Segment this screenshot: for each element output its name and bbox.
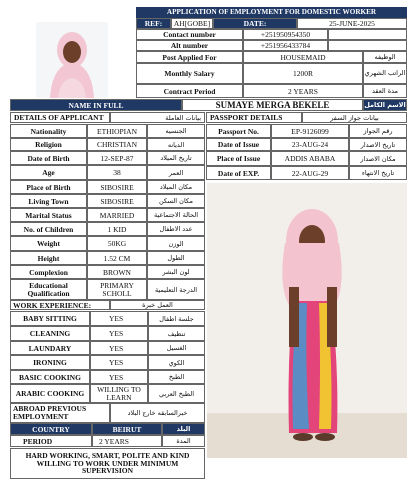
experience-ar: الغسيل	[148, 341, 205, 355]
applicant-ar: الدرجة التعليمية	[147, 279, 205, 300]
applicant-ar: تاريخ الميلاد	[147, 151, 205, 165]
full-name: SUMAYE MERGA BEKELE	[182, 99, 363, 111]
alt-label: Alt number	[136, 40, 243, 51]
applicant-label: Marital Status	[10, 208, 87, 222]
period-value: 2 YEARS	[243, 84, 363, 98]
applicant-label: Nationality	[10, 124, 87, 138]
experience-value: YES	[90, 341, 148, 355]
passport-ar: رقم الجواز	[349, 124, 407, 138]
full-body-photo	[207, 183, 407, 458]
applicant-ar: عدد الاطفال	[147, 222, 205, 236]
applicant-label: Educational Qualification	[10, 279, 87, 300]
ref-value: AH[GOBE]	[171, 18, 213, 29]
applicant-ar: الحالة الاجتماعية	[147, 208, 205, 222]
experience-value: YES	[90, 370, 148, 384]
experience-value: YES	[90, 311, 148, 326]
applicant-label: Date of Birth	[10, 151, 87, 165]
passport-label: Date of EXP.	[206, 166, 271, 180]
portrait-image	[36, 22, 108, 98]
passport-label: Place of Issue	[206, 151, 271, 166]
applicant-section-label: DETAILS OF APPLICANT	[10, 112, 110, 123]
portrait-photo	[36, 22, 108, 98]
applicant-value: 50KG	[87, 236, 147, 251]
abroad-ar: خبرالسابقه خارج البلاد	[110, 403, 205, 423]
full-body-image	[207, 183, 407, 458]
applicant-ar: العمر	[147, 165, 205, 180]
abroad-period-label: PERIOD	[10, 435, 92, 447]
applicant-value: SIBOSIRE	[87, 194, 147, 208]
applicant-value: 38	[87, 165, 147, 180]
experience-label: ARABIC COOKING	[10, 384, 90, 403]
salary-value: 1200R	[243, 63, 363, 84]
applicant-label: Complexion	[10, 265, 87, 279]
passport-value: 22-AUG-29	[271, 166, 349, 180]
applicant-ar: الوزن	[147, 236, 205, 251]
applicant-value: 12-SEP-87	[87, 151, 147, 165]
salary-ar: الراتب الشهري	[363, 63, 407, 84]
experience-label: CLEANING	[10, 326, 90, 341]
alt-value: +251956433784	[243, 40, 328, 51]
post-ar: الوظيفه	[363, 51, 407, 63]
passport-value: 23-AUG-24	[271, 138, 349, 151]
salary-label: Monthly Salary	[136, 63, 243, 84]
passport-value: ADDIS ABABA	[271, 151, 349, 166]
applicant-section-ar: بيانات العاملة	[110, 112, 205, 123]
date-value: 25-JUNE-2025	[297, 18, 407, 29]
experience-ar: تنظيف	[148, 326, 205, 341]
alt-blank	[328, 40, 407, 51]
applicant-ar: مكان الميلاد	[147, 180, 205, 194]
post-value: HOUSEMAID	[243, 51, 363, 63]
passport-label: Passport No.	[206, 124, 271, 138]
applicant-label: Place of Birth	[10, 180, 87, 194]
contact-blank	[328, 29, 407, 40]
applicant-label: Weight	[10, 236, 87, 251]
experience-value: YES	[90, 326, 148, 341]
experience-ar: الطبخ العربي	[148, 384, 205, 403]
ref-label: REF:	[136, 18, 171, 29]
applicant-label: Living Town	[10, 194, 87, 208]
abroad-period-ar: المدة	[162, 435, 205, 447]
applicant-value: ETHIOPIAN	[87, 124, 147, 138]
experience-label: BASIC COOKING	[10, 370, 90, 384]
form-title: APPLICATION OF EMPLOYMENT FOR DOMESTIC WORKER	[136, 7, 407, 18]
applicant-value: CHRISTIAN	[87, 138, 147, 151]
applicant-ar: الجنسيه	[147, 124, 205, 138]
applicant-label: Height	[10, 251, 87, 265]
applicant-value: SIBOSIRE	[87, 180, 147, 194]
passport-ar: تاريخ الانتهاء	[349, 166, 407, 180]
name-label: NAME IN FULL	[10, 99, 182, 111]
experience-ar: الكوي	[148, 355, 205, 370]
experience-section-ar: العمل خبرة	[110, 300, 205, 310]
experience-label: LAUNDARY	[10, 341, 90, 355]
experience-value: YES	[90, 355, 148, 370]
country-value: BEIRUT	[92, 423, 162, 435]
period-label: Contract Period	[136, 84, 243, 98]
applicant-ar: الطول	[147, 251, 205, 265]
period-ar: مدة العقد	[363, 84, 407, 98]
applicant-label: Religion	[10, 138, 87, 151]
abroad-period-value: 2 YEARS	[92, 435, 162, 447]
passport-label: Date of Issue	[206, 138, 271, 151]
post-label: Post Applied For	[136, 51, 243, 63]
passport-section-label: PASSPORT DETAILS	[206, 112, 302, 123]
contact-value: +251950954350	[243, 29, 328, 40]
passport-section-ar: بيانات جواز السفر	[302, 112, 407, 123]
applicant-value: 1.52 CM	[87, 251, 147, 265]
applicant-label: Age	[10, 165, 87, 180]
applicant-ar: الديانه	[147, 138, 205, 151]
applicant-value: PRIMARY SCHOLL	[87, 279, 147, 300]
experience-section-label: WORK EXPERIENCE:	[10, 300, 110, 310]
abroad-label: ABROAD PREVIOUS EMPLOYMENT	[10, 403, 110, 423]
applicant-ar: لون البشر	[147, 265, 205, 279]
date-label: DATE:	[213, 18, 297, 29]
applicant-ar: مكان السكن	[147, 194, 205, 208]
experience-value: WILLING TO LEARN	[90, 384, 148, 403]
applicant-value: 1 KID	[87, 222, 147, 236]
country-label: COUNTRY	[10, 423, 92, 435]
experience-ar: الطبخ	[148, 370, 205, 384]
experience-ar: جلسة اطفال	[148, 311, 205, 326]
applicant-label: No. of Children	[10, 222, 87, 236]
experience-label: IRONING	[10, 355, 90, 370]
contact-label: Contact number	[136, 29, 243, 40]
applicant-value: BROWN	[87, 265, 147, 279]
passport-ar: تاريخ الاصدار	[349, 138, 407, 151]
passport-ar: مكان الاصدار	[349, 151, 407, 166]
passport-value: EP-9126099	[271, 124, 349, 138]
name-ar: الاسم الكامل	[364, 101, 406, 109]
applicant-value: MARRIED	[87, 208, 147, 222]
country-ar: البلد	[162, 423, 205, 435]
remarks: HARD WORKING, SMART, POLITE AND KIND WILLING TO WORK UNDER MINIMUM SUPERVISION	[10, 448, 205, 479]
experience-label: BABY SITTING	[10, 311, 90, 326]
